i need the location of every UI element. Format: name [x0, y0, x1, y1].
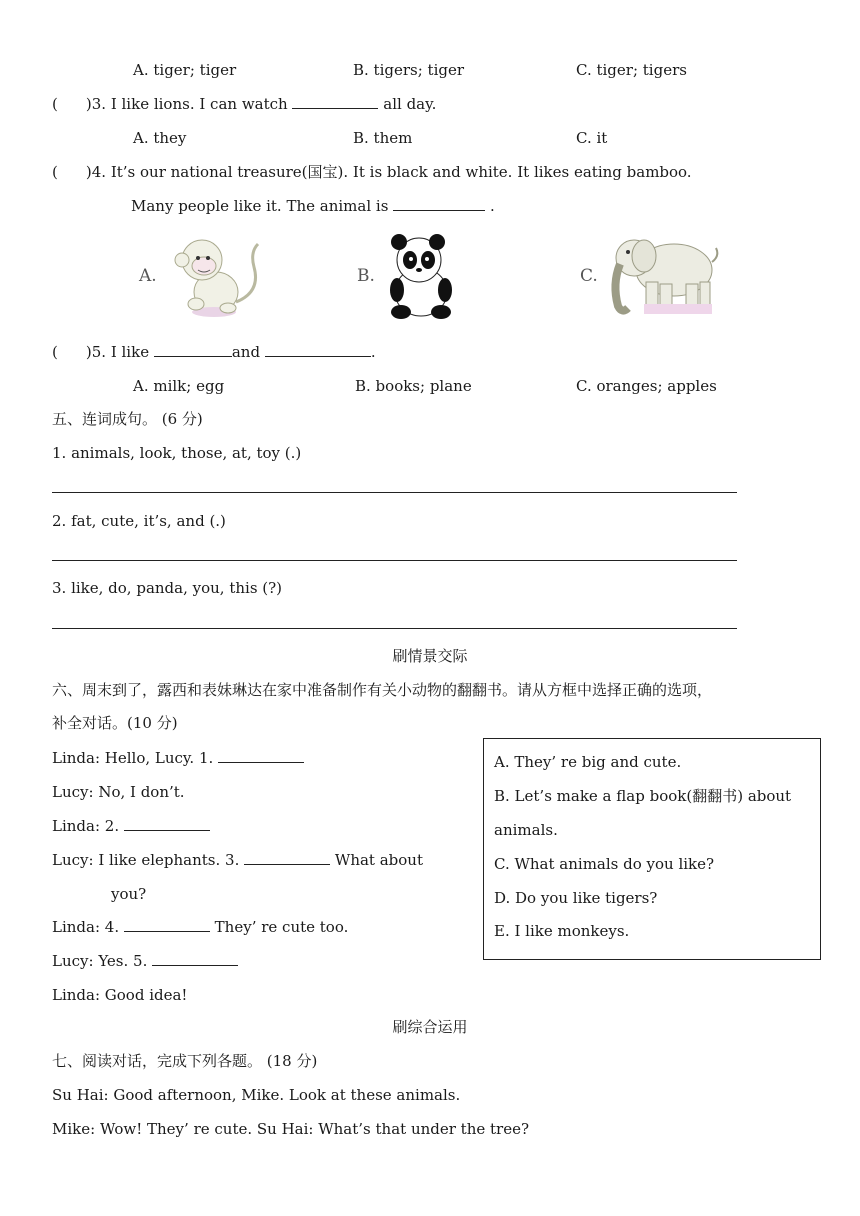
fill-blank[interactable] — [154, 342, 232, 357]
answer-line-2[interactable] — [52, 560, 737, 561]
option-e: E. I like monkeys. — [494, 922, 630, 940]
question-number: 4. — [91, 163, 107, 181]
fill-blank[interactable] — [292, 94, 378, 109]
q4-text2-end: . — [489, 197, 495, 215]
answer-paren-open: ( — [52, 163, 58, 181]
dialogue-text: Linda: Hello, Lucy. 1. — [52, 749, 214, 767]
q3-text: I like lions. I can watch — [110, 95, 288, 113]
dialogue-line-7: Linda: Good idea! — [52, 986, 188, 1004]
q5-text-and: and — [231, 343, 261, 361]
fill-blank-2[interactable] — [124, 816, 210, 831]
sec5-item-1: 1. animals, look, those, at, toy (.) — [52, 444, 302, 462]
q3-option-b: B. them — [353, 129, 413, 147]
q4-text: It’s our national treasure(国宝). It is black and white. It likes eating bamboo. — [110, 163, 692, 181]
q5-text: I like — [110, 343, 150, 361]
answer-paren-open: ( — [52, 95, 58, 113]
q5-option-a: A. milk; egg — [133, 377, 225, 395]
section-heading-comprehensive: 刷综合运用 — [392, 1018, 468, 1036]
q2-option-c: C. tiger; tigers — [576, 61, 687, 79]
elephant-picture — [604, 234, 722, 320]
section-7-title: 七、阅读对话，完成下列各题。 (18 分) — [52, 1052, 318, 1070]
question-number: 5. — [91, 343, 107, 361]
section-6-title-line1: 六、周末到了，露西和表妹琳达在家中准备制作有关小动物的翻翻书。请从方框中选择正确的选项， — [52, 681, 713, 699]
q2-option-a: A. tiger; tiger — [133, 61, 237, 79]
dialogue-line-1 — [52, 748, 304, 768]
answer-paren-close: ) — [85, 95, 92, 113]
dialogue-text-end: They’ re cute too. — [214, 918, 349, 936]
dialogue-line-4-cont: you? — [111, 885, 147, 903]
answer-paren-close: ) — [85, 163, 92, 181]
monkey-picture — [166, 232, 266, 320]
panda-picture — [385, 234, 455, 320]
option-b-cont: animals. — [494, 821, 558, 839]
q5-option-b: B. books; plane — [355, 377, 472, 395]
q5-option-c: C. oranges; apples — [576, 377, 717, 395]
reading-line-2: Mike: Wow! They’ re cute. Su Hai: What’s that under the tree? — [52, 1120, 530, 1138]
answer-paren-open: ( — [52, 343, 58, 361]
dialogue-text: Linda: 2. — [52, 817, 120, 835]
option-b: B. Let’s make a flap book(翻翻书) about — [494, 787, 792, 805]
dialogue-text-end: What about — [334, 851, 423, 869]
dialogue-text: Lucy: Yes. 5. — [52, 952, 148, 970]
fill-blank-4[interactable] — [124, 917, 210, 932]
q4-option-c-label: C. — [580, 266, 598, 286]
fill-blank-5[interactable] — [152, 951, 238, 966]
q3-option-c: C. it — [576, 129, 608, 147]
q3-text-end: all day. — [383, 95, 437, 113]
section-heading-situational: 刷情景交际 — [392, 647, 468, 665]
fill-blank-1[interactable] — [218, 748, 304, 763]
q5-stem — [52, 342, 376, 362]
option-a: A. They’ re big and cute. — [494, 753, 682, 771]
dialogue-line-5 — [52, 917, 348, 937]
q4-stem — [52, 162, 692, 182]
q4-option-b-label: B. — [357, 266, 375, 286]
option-d: D. Do you like tigers? — [494, 889, 658, 907]
section-6-title-line2: 补全对话。(10 分) — [52, 714, 178, 732]
fill-blank-3[interactable] — [244, 850, 330, 865]
q5-text-end: . — [370, 343, 376, 361]
fill-blank[interactable] — [393, 196, 485, 211]
sec5-item-3: 3. like, do, panda, you, this (?) — [52, 579, 283, 597]
q4-text2: Many people like it. The animal is — [131, 197, 389, 215]
dialogue-line-4 — [52, 850, 423, 870]
answer-paren-close: ) — [85, 343, 92, 361]
dialogue-line-2: Lucy: No, I don’t. — [52, 783, 185, 801]
dialogue-line-6 — [52, 951, 238, 971]
dialogue-line-3 — [52, 816, 210, 836]
dialogue-text: Linda: 4. — [52, 918, 120, 936]
q3-option-a: A. they — [133, 129, 187, 147]
dialogue-text: Lucy: I like elephants. 3. — [52, 851, 240, 869]
fill-blank[interactable] — [265, 342, 371, 357]
q3-stem — [52, 94, 436, 114]
sec5-item-2: 2. fat, cute, it’s, and (.) — [52, 512, 226, 530]
option-c: C. What animals do you like? — [494, 855, 715, 873]
q2-option-b: B. tigers; tiger — [353, 61, 465, 79]
answer-line-3[interactable] — [52, 628, 737, 629]
q4-option-a-label: A. — [139, 266, 157, 286]
question-number: 3. — [91, 95, 107, 113]
q4-stem-line2 — [131, 196, 495, 216]
reading-line-1: Su Hai: Good afternoon, Mike. Look at these animals. — [52, 1086, 461, 1104]
section-5-title: 五、连词成句。 (6 分) — [52, 410, 203, 428]
answer-line-1[interactable] — [52, 492, 737, 493]
